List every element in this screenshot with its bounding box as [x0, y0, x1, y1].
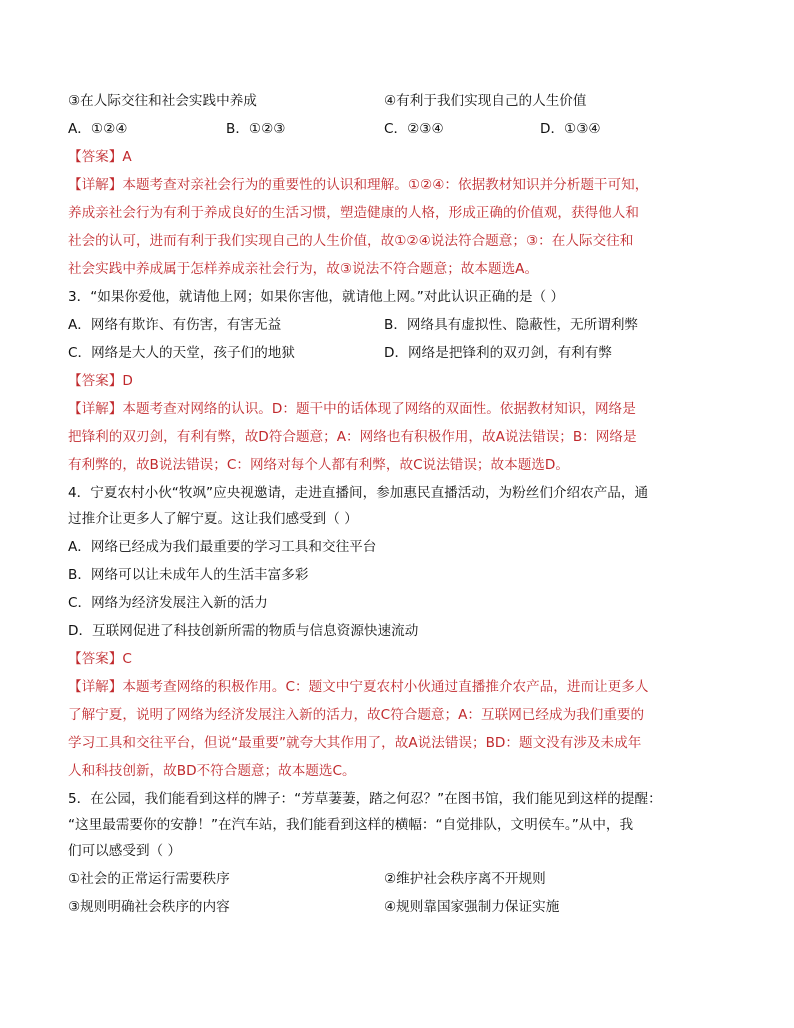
q4-detail-line: 学习工具和交往平台，但说“最重要”就夸大其作用了，故A说法错误；BD：题文没有涉及未成年 [68, 735, 642, 751]
q5-stem-line: 们可以感受到（ ） [68, 843, 182, 859]
q3-answer: 【答案】D [68, 373, 133, 389]
q5-option-2: ②维护社会秩序离不开规则 [384, 871, 546, 887]
q2-option-3: ③在人际交往和社会实践中养成 [68, 93, 257, 109]
q3-option-a: A．网络有欺诈、有伤害，有害无益 [68, 317, 282, 333]
q3-option-d: D．网络是把锋利的双刃剑，有利有弊 [384, 345, 612, 361]
q5-option-3: ③规则明确社会秩序的内容 [68, 899, 230, 915]
q3-stem: 3．“如果你爱他，就请他上网；如果你害他，就请他上网。”对此认识正确的是（ ） [68, 289, 565, 305]
q2-detail-line: 社会的认可，进而有利于我们实现自己的人生价值，故①②④说法符合题意；③：在人际交往和 [68, 233, 634, 249]
q5-option-1: ①社会的正常运行需要秩序 [68, 871, 230, 887]
q2-detail-line: 养成亲社会行为有利于养成良好的生活习惯，塑造健康的人格，形成正确的价值观，获得他人和 [68, 205, 639, 221]
q3-detail-line: 把锋利的双刃剑，有利有弊，故D符合题意；A：网络也有积极作用，故A说法错误；B：网络是 [68, 429, 637, 445]
q2-answer: 【答案】A [68, 149, 132, 165]
q4-detail-line: 人和科技创新，故BD不符合题意；故本题选C。 [68, 763, 356, 779]
q4-stem-line: 过推介让更多人了解宁夏。这让我们感受到（ ） [68, 511, 358, 527]
q4-option-c: C．网络为经济发展注入新的活力 [68, 595, 268, 611]
q2-choice-d: D．①③④ [540, 121, 601, 137]
q4-detail-line: 【详解】本题考查网络的积极作用。C：题文中宁夏农村小伙通过直播推介农产品，进而让更多人 [68, 679, 649, 695]
q2-option-4: ④有利于我们实现自己的人生价值 [384, 93, 587, 109]
q4-answer: 【答案】C [68, 651, 132, 667]
q2-choice-a: A．①②④ [68, 121, 128, 137]
q2-choice-b: B．①②③ [226, 121, 286, 137]
q4-option-d: D．互联网促进了科技创新所需的物质与信息资源快速流动 [68, 623, 419, 639]
q4-option-a: A．网络已经成为我们最重要的学习工具和交往平台 [68, 539, 377, 555]
q3-option-b: B．网络具有虚拟性、隐蔽性，无所谓利弊 [384, 317, 639, 333]
q4-option-b: B．网络可以让未成年人的生活丰富多彩 [68, 567, 309, 583]
q4-detail-line: 了解宁夏，说明了网络为经济发展注入新的活力，故C符合题意；A：互联网已经成为我们重要的 [68, 707, 645, 723]
q4-stem-line: 4．宁夏农村小伙“牧飒”应央视邀请，走进直播间，参加惠民直播活动，为粉丝们介绍农产品，通 [68, 485, 649, 501]
q2-detail-line: 【详解】本题考查对亲社会行为的重要性的认识和理解。①②④：依据教材知识并分析题干可知， [68, 177, 649, 193]
q2-detail-line: 社会实践中养成属于怎样养成亲社会行为，故③说法不符合题意；故本题选A。 [68, 261, 539, 277]
q3-detail-line: 【详解】本题考查对网络的认识。D：题干中的话体现了网络的双面性。依据教材知识，网络是 [68, 401, 636, 417]
q2-choice-c: C．②③④ [384, 121, 444, 137]
q5-stem-line: 5．在公园，我们能看到这样的牌子：“芳草萋萋，踏之何忍？”在图书馆，我们能见到这样的提醒： [68, 791, 662, 807]
q5-option-4: ④规则靠国家强制力保证实施 [384, 899, 560, 915]
q3-option-c: C．网络是大人的天堂，孩子们的地狱 [68, 345, 295, 361]
q5-stem-line: “这里最需要你的安静！”在汽车站，我们能看到这样的横幅：“自觉排队，文明侯车。”从中，我 [68, 817, 634, 833]
q3-detail-line: 有利弊的，故B说法错误；C：网络对每个人都有利弊，故C说法错误；故本题选D。 [68, 457, 569, 473]
